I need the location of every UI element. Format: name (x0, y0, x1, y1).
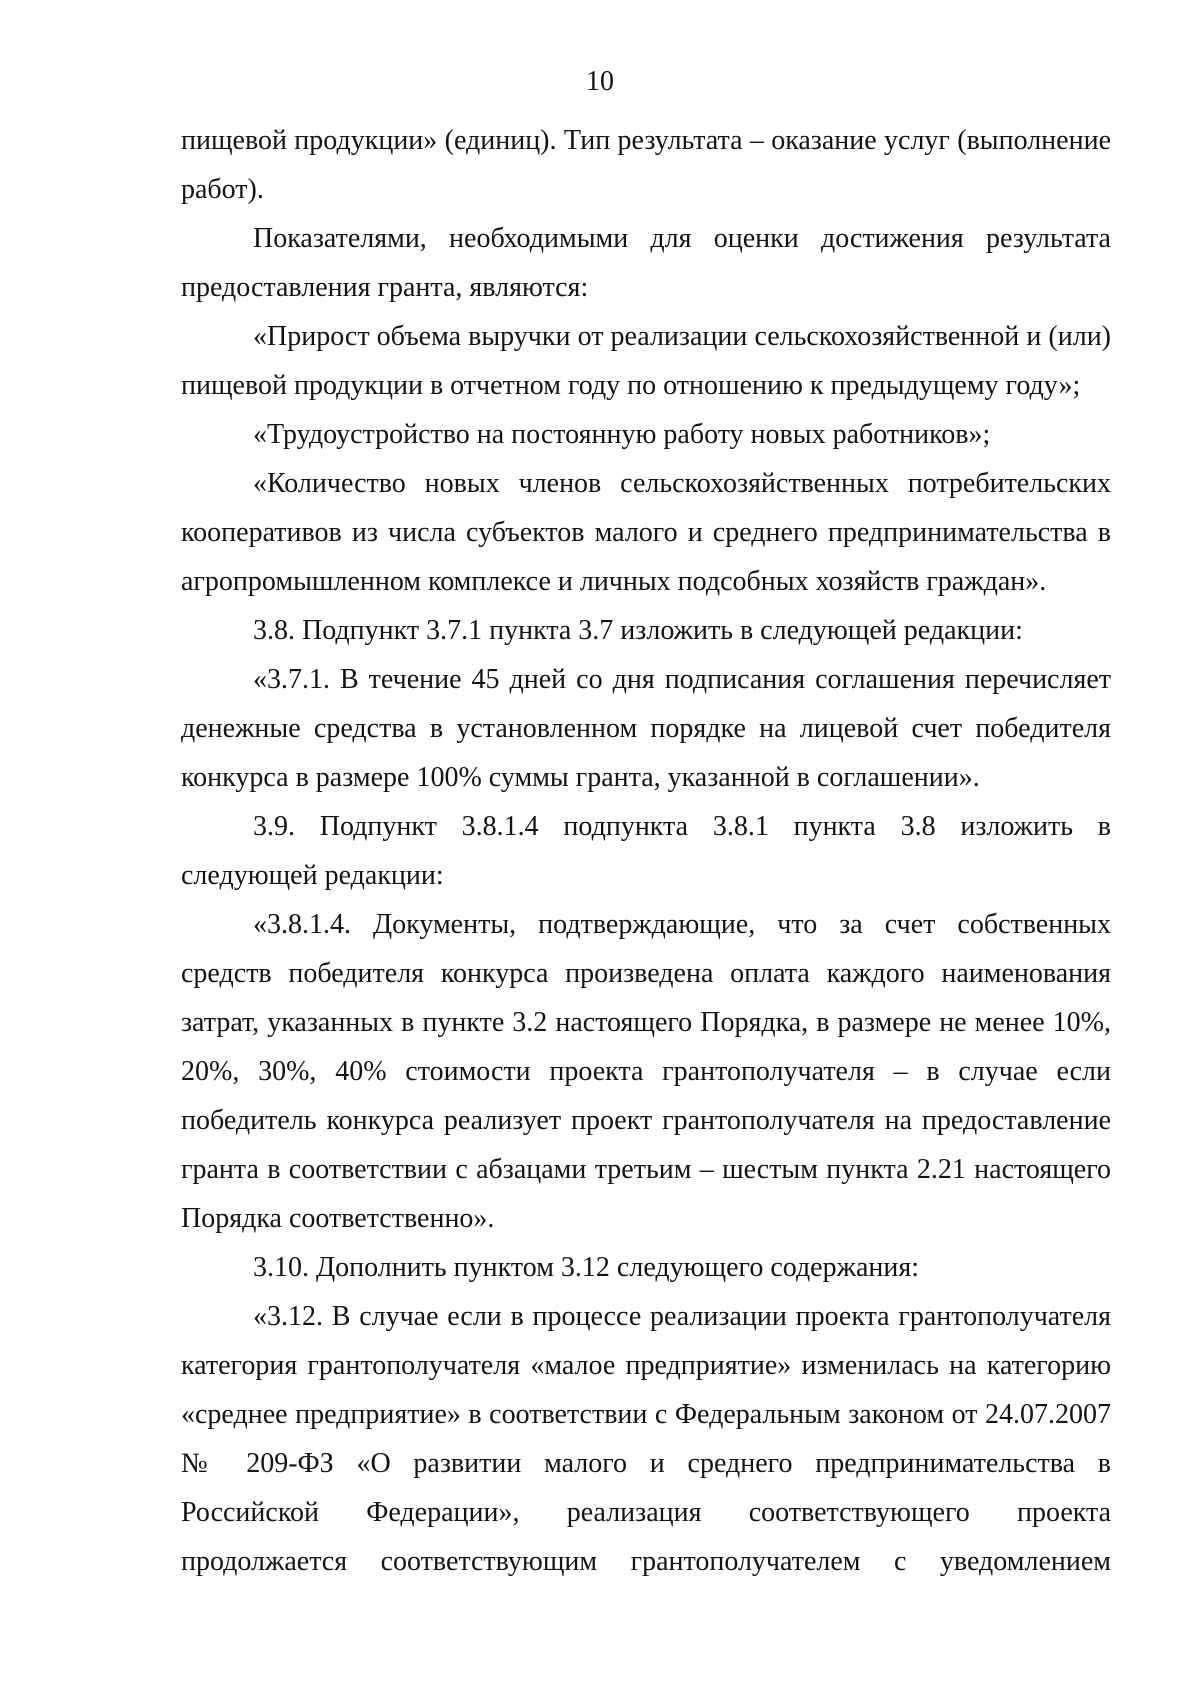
paragraph: «Трудоустройство на постоянную работу новых работников»; (253, 419, 991, 450)
paragraph: «3.12. В случае если в процессе реализации проекта грантополучателя категория грантополучателя «малое предприятие» изменилась на категорию «среднее предприятие» в соответствии с Федеральным законом от 24.07.2007 № 209-ФЗ «О развитии малого и среднего предпринимательства в Российской Федерации», реализация соответствующего проекта продолжается соответствующим грантополучателем с уведомлением (181, 1301, 1111, 1577)
paragraph: 3.9. Подпункт 3.8.1.4 подпункта 3.8.1 пункта 3.8 изложить в следующей редакции: (181, 811, 1111, 891)
paragraph: «Количество новых членов сельскохозяйственных потребительских кооперативов из числа субъектов малого и среднего предпринимательства в агропромышленном комплексе и личных подсобных хозяйств граждан». (181, 468, 1111, 597)
paragraph: пищевой продукции» (единиц). Тип результата – оказание услуг (выполнение работ). (181, 125, 1111, 205)
paragraph: «3.8.1.4. Документы, подтверждающие, что за счет собственных средств победителя конкурса произведена оплата каждого наименования затрат, указанных в пункте 3.2 настоящего Порядка, в размере не менее 10%, 20%, 30%, 40% стоимости проекта грантополучателя – в случае если победитель конкурса реализует проект грантополучателя на предоставление гранта в соответствии с абзацами третьим – шестым пункта 2.21 настоящего Порядка соответственно». (181, 909, 1111, 1234)
page-number: 10 (586, 66, 614, 97)
paragraph: «3.7.1. В течение 45 дней со дня подписания соглашения перечисляет денежные средства в установленном порядке на лицевой счет победителя конкурса в размере 100% суммы гранта, указанной в соглашении». (181, 664, 1111, 793)
paragraph: 3.8. Подпункт 3.7.1 пункта 3.7 изложить в следующей редакции: (253, 615, 1023, 646)
paragraph: 3.10. Дополнить пунктом 3.12 следующего содержания: (253, 1252, 920, 1283)
paragraph: Показателями, необходимыми для оценки достижения результата предоставления гранта, являются: (181, 223, 1111, 303)
paragraph: «Прирост объема выручки от реализации сельскохозяйственной и (или) пищевой продукции в отчетном году по отношению к предыдущему году»; (181, 321, 1111, 401)
document-body (181, 116, 1111, 1586)
